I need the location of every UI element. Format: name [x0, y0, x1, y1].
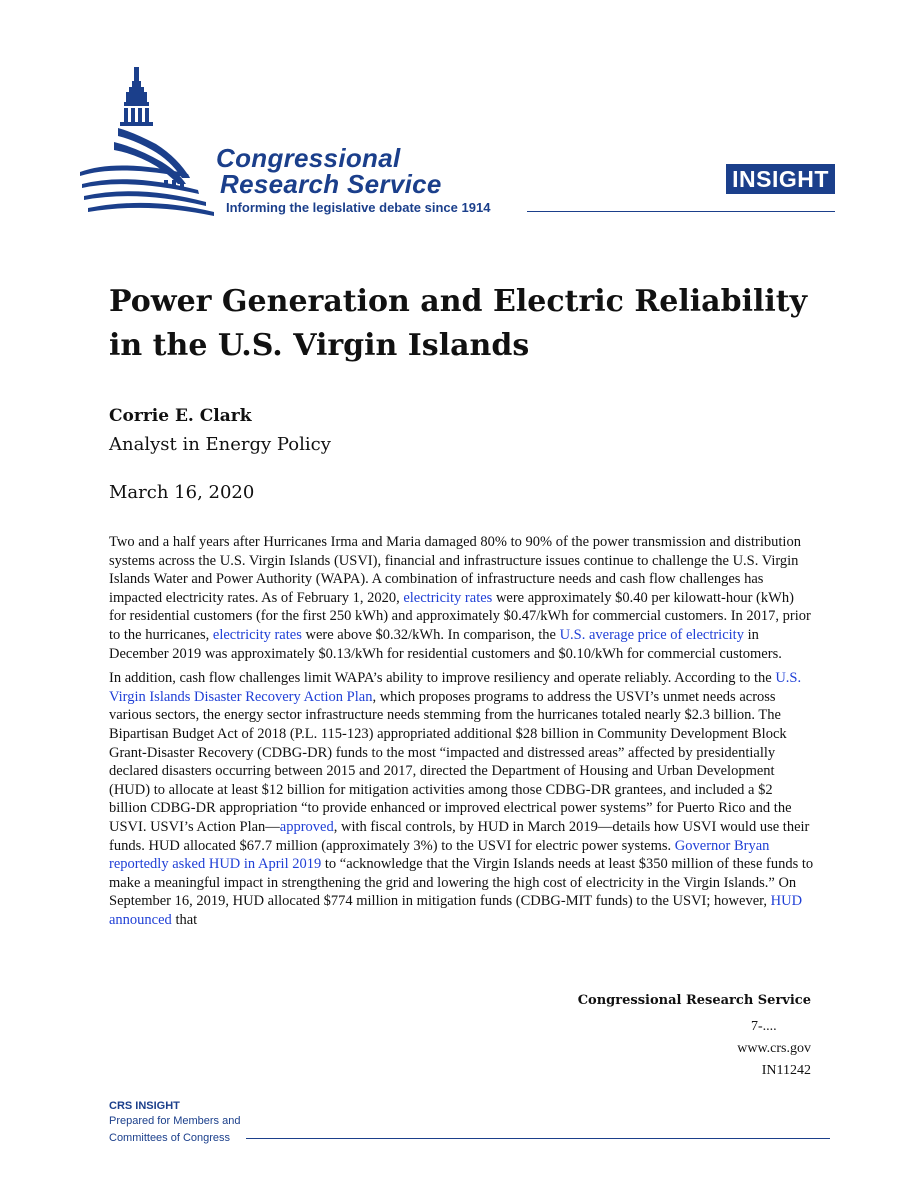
inline-link[interactable]: approved [279, 818, 334, 835]
org-name-line2: Research Service [220, 169, 442, 199]
org-tagline: Informing the legislative debate since 1914 [226, 200, 491, 215]
footer-line-2: Committees of Congress [109, 1132, 231, 1144]
org-name-line1: Congressional [216, 143, 401, 173]
document-title: Power Generation and Electric Reliability in the U.S. Virgin Islands [109, 284, 808, 363]
insight-number: IN11242 [761, 1063, 811, 1078]
publication-date: March 16, 2020 [109, 482, 255, 503]
capitol-dome-logo [78, 62, 223, 222]
document-body [109, 533, 814, 935]
paragraph-text: that [171, 911, 198, 928]
inline-link[interactable]: HUD announced [109, 893, 803, 928]
inline-link[interactable]: electricity rates [403, 589, 493, 606]
paragraph-text: to “acknowledge that the Virgin Islands needs at least $350 million of these funds to make a meaningful impact in strengthening the grid and lowering the high cost of electricity in the Virgin Islands.” On September 16, 2019, HUD allocated $774 million in mitigation funds (CDBG-MIT funds) to the USVI; however, [109, 856, 814, 910]
header-divider [527, 211, 835, 212]
footer-line-1: Prepared for Members and [109, 1115, 241, 1127]
author-title: Analyst in Energy Policy [109, 434, 331, 455]
inline-link[interactable]: U.S. average price of electricity [559, 626, 744, 643]
crs-website-link[interactable]: www.crs.gov [737, 1041, 811, 1056]
author-name: Corrie E. Clark [109, 406, 252, 426]
insight-badge: INSIGHT [726, 164, 835, 194]
paragraph-text: , with fiscal controls, by HUD in March 2019—details how USVI would use their funds. HUD allocated $67.7 million (approximately 3%) to the USVI for electric power systems. [109, 818, 810, 854]
footer-org-name: Congressional Research Service [577, 993, 811, 1008]
report-number: 7-.... [751, 1019, 777, 1034]
body-paragraph-1 [109, 533, 814, 663]
paragraph-text: in December 2019 was approximately $0.13/kWh for residential customers and $0.10/kWh for commercial customers. [109, 626, 782, 662]
inline-link[interactable]: electricity rates [212, 626, 302, 643]
paragraph-text: , which proposes programs to address the USVI’s unmet needs across various sectors, the energy sector infrastructure needs stemming from the hurricanes totaled nearly $2.3 billion. The Bipartisan Budget Act of 2018 (P.L. 115-123) appropriated additional $28 billion in Community Development Block Grant-Disaster Recovery (CDBG-DR) funds to the most “impacted and distressed areas” affected by presidentially declared disasters occurring between 2015 and 2017, directed the Department of Housing and Urban Development (HUD) to allocate at least $12 billion for mitigation activities among those CDBG-DR grantees, and included a $2 billion CDBG-DR appropriation “to provide enhanced or improved electrical power systems” for Puerto Rico and the USVI. USVI’s Action Plan— [109, 688, 792, 835]
inline-link[interactable]: Governor Bryan reportedly asked HUD in April 2019 [109, 837, 770, 873]
paragraph-text: were approximately $0.40 per kilowatt-hour (kWh) for residential customers (for the first 250 kWh) and approximately $0.47/kWh for commercial customers. In 2017, prior to the hurricanes, [109, 589, 811, 643]
paragraph-text: In addition, cash flow challenges limit WAPA’s ability to improve resiliency and operate reliably. According to the [109, 670, 776, 687]
footer-divider [246, 1138, 830, 1139]
inline-link[interactable]: U.S. Virgin Islands Disaster Recovery Action Plan [109, 670, 802, 705]
body-paragraph-2 [109, 669, 814, 929]
paragraph-text: were above $0.32/kWh. In comparison, the [301, 626, 560, 643]
footer-label: CRS INSIGHT [109, 1100, 180, 1112]
paragraph-text: Two and a half years after Hurricanes Irma and Maria damaged 80% to 90% of the power transmission and distribution systems across the U.S. Virgin Islands (USVI), financial and infrastructure issues continue to challenge the U.S. Virgin Islands Water and Power Authority (WAPA). A combination of infrastructure needs and cash flow challenges has impacted electricity rates. As of February 1, 2020, [109, 534, 801, 606]
